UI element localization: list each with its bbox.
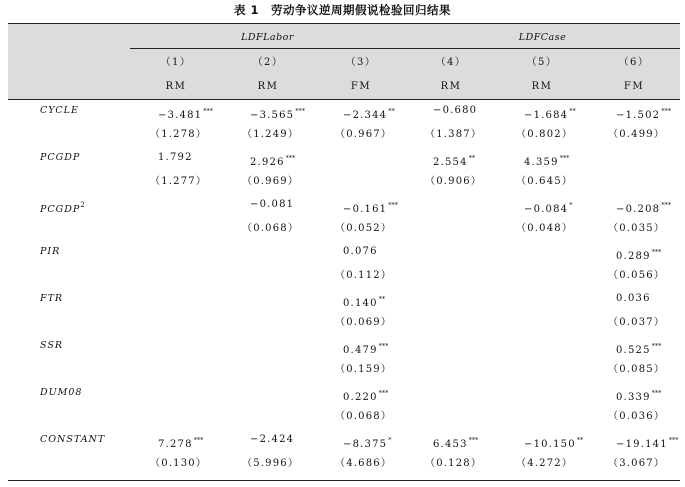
- significance-stars: ***: [388, 201, 398, 209]
- coefficient-value: −0.680: [433, 105, 478, 116]
- coefficient: [524, 100, 576, 122]
- significance-stars: **: [468, 154, 476, 162]
- coefficient-value: −0.084: [524, 204, 569, 215]
- coefficient: [343, 194, 398, 216]
- column-number: （5）: [526, 57, 558, 68]
- significance-stars: **: [576, 436, 584, 444]
- row-label-text: PCGDP: [40, 204, 81, 215]
- standard-error: （0.068）: [335, 411, 393, 422]
- significance-stars: *: [388, 436, 392, 444]
- top-rule: [8, 23, 680, 24]
- column-model: FM: [350, 81, 372, 92]
- row-label-text: FTR: [40, 293, 64, 304]
- standard-error: （0.112）: [335, 270, 393, 281]
- coefficient: [616, 194, 671, 216]
- coefficient-value: −19.141: [616, 439, 668, 450]
- standard-error: （1.387）: [425, 129, 483, 140]
- coefficient-value: −0.208: [616, 204, 661, 215]
- coefficient: [158, 100, 213, 122]
- standard-error: （4.686）: [335, 458, 393, 469]
- standard-error: （0.052）: [335, 223, 393, 234]
- coefficient: [524, 147, 569, 169]
- row-label: [40, 241, 90, 263]
- coefficient-value: −2.424: [250, 434, 295, 445]
- significance-stars: ***: [651, 389, 662, 397]
- coefficient-value: 0.140: [343, 298, 378, 309]
- standard-error: （0.048）: [516, 223, 574, 234]
- significance-stars: **: [378, 295, 386, 303]
- standard-error: （0.035）: [608, 223, 666, 234]
- coefficient: [343, 100, 395, 122]
- standard-error: （1.277）: [150, 176, 208, 187]
- bottom-rule: [8, 480, 680, 481]
- row-label-superscript: 2: [80, 201, 86, 209]
- coefficient: [343, 335, 388, 357]
- row-label-text: SSR: [40, 340, 64, 351]
- significance-stars: ***: [378, 389, 389, 397]
- coefficient: [616, 335, 661, 357]
- coefficient-value: −3.481: [158, 110, 203, 121]
- coefficient-value: 0.220: [343, 392, 378, 403]
- significance-stars: **: [388, 107, 395, 115]
- row-label: [40, 382, 90, 404]
- coefficient-value: 0.036: [616, 293, 651, 304]
- standard-error: （1.249）: [242, 129, 300, 140]
- column-number: （1）: [160, 57, 192, 68]
- table-caption: [0, 2, 685, 18]
- coefficient-value: −2.344: [343, 110, 388, 121]
- column-model: FM: [623, 81, 645, 92]
- coefficient-value: 0.479: [343, 345, 378, 356]
- coefficient: [158, 147, 193, 169]
- standard-error: （0.036）: [608, 411, 666, 422]
- coefficient-value: −0.161: [343, 204, 388, 215]
- significance-stars: ***: [295, 107, 305, 115]
- standard-error: （1.278）: [150, 129, 208, 140]
- group-header-ldfcase: LDFCase: [518, 32, 567, 43]
- row-label: [40, 194, 90, 216]
- standard-error: （5.996）: [242, 458, 300, 469]
- row-label: [40, 288, 90, 310]
- coefficient: [433, 147, 475, 169]
- table-number: 表 1: [233, 3, 259, 17]
- row-label-text: PIR: [40, 246, 61, 257]
- significance-stars: ***: [193, 436, 204, 444]
- coefficient: [250, 147, 295, 169]
- coefficient: [250, 100, 305, 122]
- coefficient-value: 2.554: [433, 157, 468, 168]
- significance-stars: ***: [661, 107, 671, 115]
- coefficient: [433, 100, 477, 122]
- coefficient-value: 4.359: [524, 157, 559, 168]
- coefficient-value: 6.453: [433, 439, 468, 450]
- significance-stars: ***: [651, 342, 662, 350]
- column-number: （2）: [252, 57, 284, 68]
- coefficient: [250, 429, 294, 451]
- coefficient: [616, 100, 671, 122]
- significance-stars: ***: [285, 154, 296, 162]
- standard-error: （0.068）: [242, 223, 300, 234]
- row-label-text: PCGDP: [40, 152, 81, 163]
- standard-error: （4.272）: [516, 458, 574, 469]
- standard-error: （0.906）: [425, 176, 483, 187]
- row-label-text: DUM08: [40, 387, 83, 398]
- significance-stars: ***: [468, 436, 479, 444]
- standard-error: （3.067）: [608, 458, 666, 469]
- standard-error: （0.967）: [335, 129, 393, 140]
- coefficient: [524, 429, 583, 451]
- column-number: （3）: [345, 57, 377, 68]
- coefficient-value: 1.792: [158, 152, 193, 163]
- coefficient-value: 0.339: [616, 392, 651, 403]
- coefficient-value: 0.525: [616, 345, 651, 356]
- coefficient-value: −1.684: [524, 110, 569, 121]
- row-label: [40, 147, 90, 169]
- column-model: RM: [257, 81, 279, 92]
- column-number: （4）: [435, 57, 467, 68]
- coefficient: [343, 429, 391, 451]
- standard-error: （0.085）: [608, 364, 666, 375]
- significance-stars: ***: [378, 342, 389, 350]
- significance-stars: ***: [559, 154, 570, 162]
- coefficient-value: 2.926: [250, 157, 285, 168]
- coefficient-value: −8.375: [343, 439, 388, 450]
- column-model: RM: [165, 81, 187, 92]
- table-title: 劳动争议逆周期假说检验回归结果: [271, 3, 451, 17]
- coefficient: [250, 194, 294, 216]
- coefficient: [616, 241, 661, 263]
- column-number: （6）: [618, 57, 650, 68]
- coefficient: [343, 382, 388, 404]
- significance-stars: ***: [651, 248, 662, 256]
- standard-error: （0.499）: [608, 129, 666, 140]
- coefficient: [616, 382, 661, 404]
- significance-stars: ***: [668, 436, 679, 444]
- coefficient: [343, 288, 385, 310]
- coefficient: [616, 429, 679, 451]
- group-header-ldflabor: LDFLabor: [241, 32, 294, 43]
- coefficient: [158, 429, 203, 451]
- row-label: [40, 335, 90, 357]
- significance-stars: ***: [203, 107, 213, 115]
- coefficient-value: 0.289: [616, 251, 651, 262]
- coefficient-value: 0.076: [343, 246, 378, 257]
- standard-error: （0.128）: [425, 458, 483, 469]
- coefficient-value: −3.565: [250, 110, 295, 121]
- standard-error: （0.037）: [608, 317, 666, 328]
- standard-error: （0.056）: [608, 270, 666, 281]
- row-label-text: CYCLE: [40, 105, 79, 116]
- significance-stars: ***: [661, 201, 671, 209]
- coefficient-value: −10.150: [524, 439, 576, 450]
- coefficient-value: −1.502: [616, 110, 661, 121]
- standard-error: （0.159）: [335, 364, 393, 375]
- standard-error: （0.802）: [516, 129, 574, 140]
- column-model: RM: [531, 81, 553, 92]
- significance-stars: *: [569, 201, 573, 209]
- row-label: [40, 100, 90, 122]
- column-model: RM: [440, 81, 462, 92]
- coefficient: [343, 241, 378, 263]
- row-label: [40, 429, 106, 451]
- standard-error: （0.069）: [335, 317, 393, 328]
- coefficient: [524, 194, 572, 216]
- coefficient: [433, 429, 478, 451]
- coefficient-value: 7.278: [158, 439, 193, 450]
- significance-stars: **: [569, 107, 576, 115]
- row-label-text: CONSTANT: [40, 434, 106, 445]
- coefficient: [616, 288, 651, 310]
- coefficient-value: −0.081: [250, 199, 295, 210]
- standard-error: （0.969）: [242, 176, 300, 187]
- standard-error: （0.130）: [150, 458, 208, 469]
- standard-error: （0.645）: [516, 176, 574, 187]
